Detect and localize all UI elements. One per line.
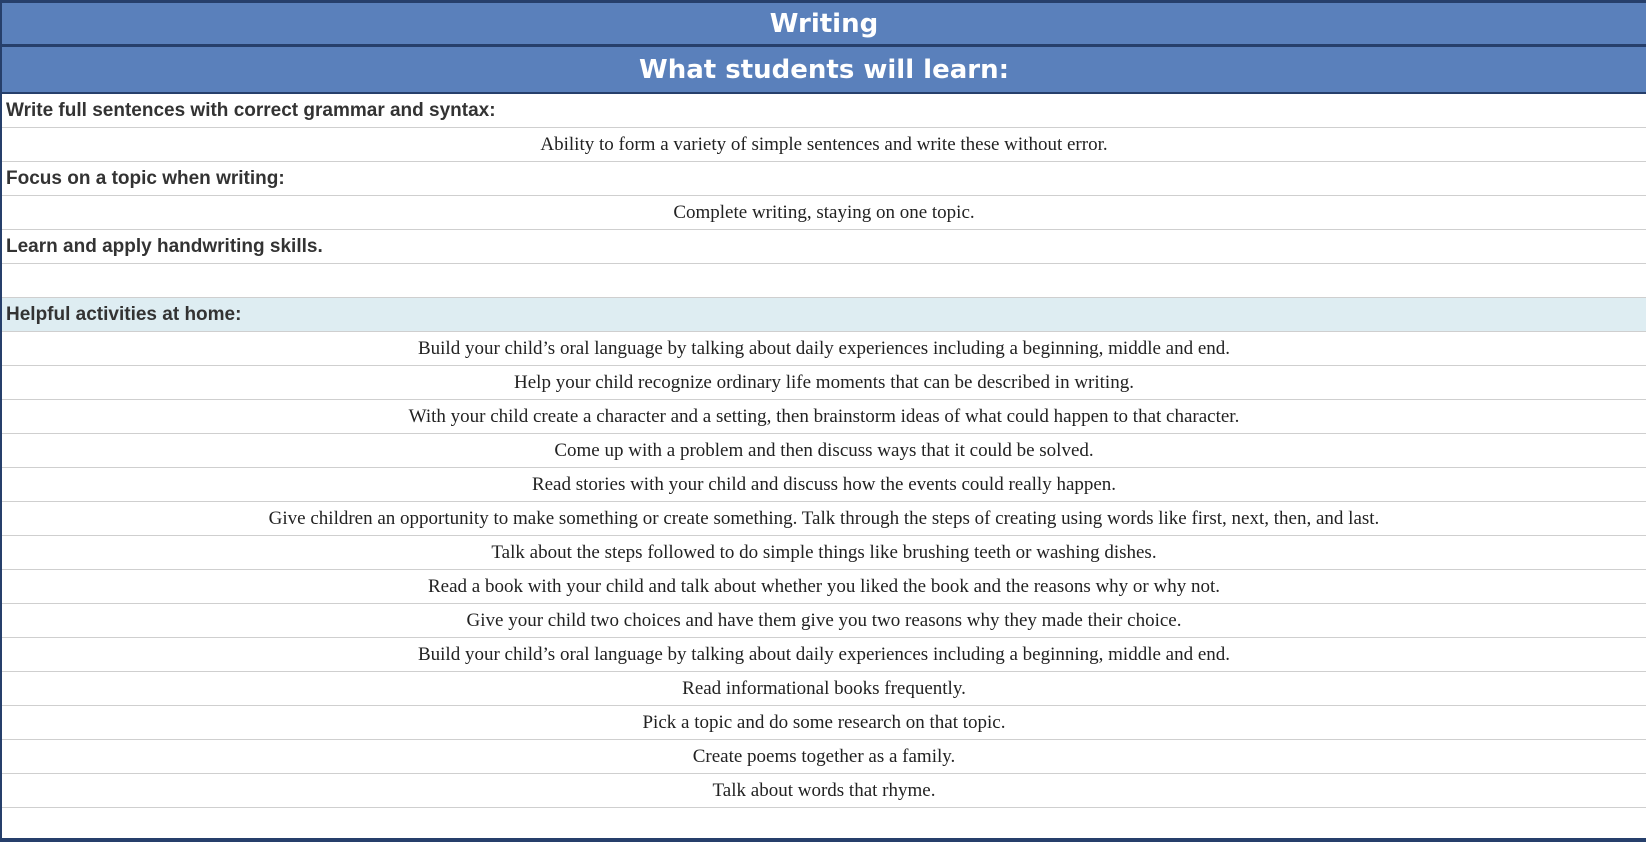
- activity-item: Help your child recognize ordinary life moments that can be described in writing.: [2, 366, 1646, 400]
- activity-item: Build your child’s oral language by talking about daily experiences including a beginning, middle and end.: [2, 638, 1646, 672]
- section-title: What students will learn:: [2, 47, 1646, 94]
- activity-item: Give children an opportunity to make something or create something. Talk through the steps of creating using words like first, next, then, and last.: [2, 502, 1646, 536]
- goal-heading-topic: Focus on a topic when writing:: [2, 162, 1646, 196]
- activity-item: Talk about words that rhyme.: [2, 774, 1646, 808]
- activity-item: Read a book with your child and talk about whether you liked the book and the reasons why or why not.: [2, 570, 1646, 604]
- goal-heading-handwriting: Learn and apply handwriting skills.: [2, 230, 1646, 264]
- activity-item: Read informational books frequently.: [2, 672, 1646, 706]
- activity-item: Give your child two choices and have them give you two reasons why they made their choice.: [2, 604, 1646, 638]
- activity-item: Talk about the steps followed to do simple things like brushing teeth or washing dishes.: [2, 536, 1646, 570]
- activity-item: Create poems together as a family.: [2, 740, 1646, 774]
- page-title: Writing: [2, 3, 1646, 47]
- goal-detail-handwriting: [2, 264, 1646, 298]
- activity-item: Build your child’s oral language by talking about daily experiences including a beginning, middle and end.: [2, 332, 1646, 366]
- activity-item: Read stories with your child and discuss how the events could really happen.: [2, 468, 1646, 502]
- bottom-border: [0, 838, 1646, 842]
- goal-detail-topic: Complete writing, staying on one topic.: [2, 196, 1646, 230]
- activity-item: Come up with a problem and then discuss ways that it could be solved.: [2, 434, 1646, 468]
- activity-item: With your child create a character and a setting, then brainstorm ideas of what could happen to that character.: [2, 400, 1646, 434]
- activity-item: Pick a topic and do some research on that topic.: [2, 706, 1646, 740]
- goal-heading-grammar: Write full sentences with correct grammar and syntax:: [2, 94, 1646, 128]
- content-rows: [2, 94, 1646, 841]
- empty-row: [2, 808, 1646, 841]
- activities-heading: Helpful activities at home:: [2, 298, 1646, 332]
- goal-detail-grammar: Ability to form a variety of simple sentences and write these without error.: [2, 128, 1646, 162]
